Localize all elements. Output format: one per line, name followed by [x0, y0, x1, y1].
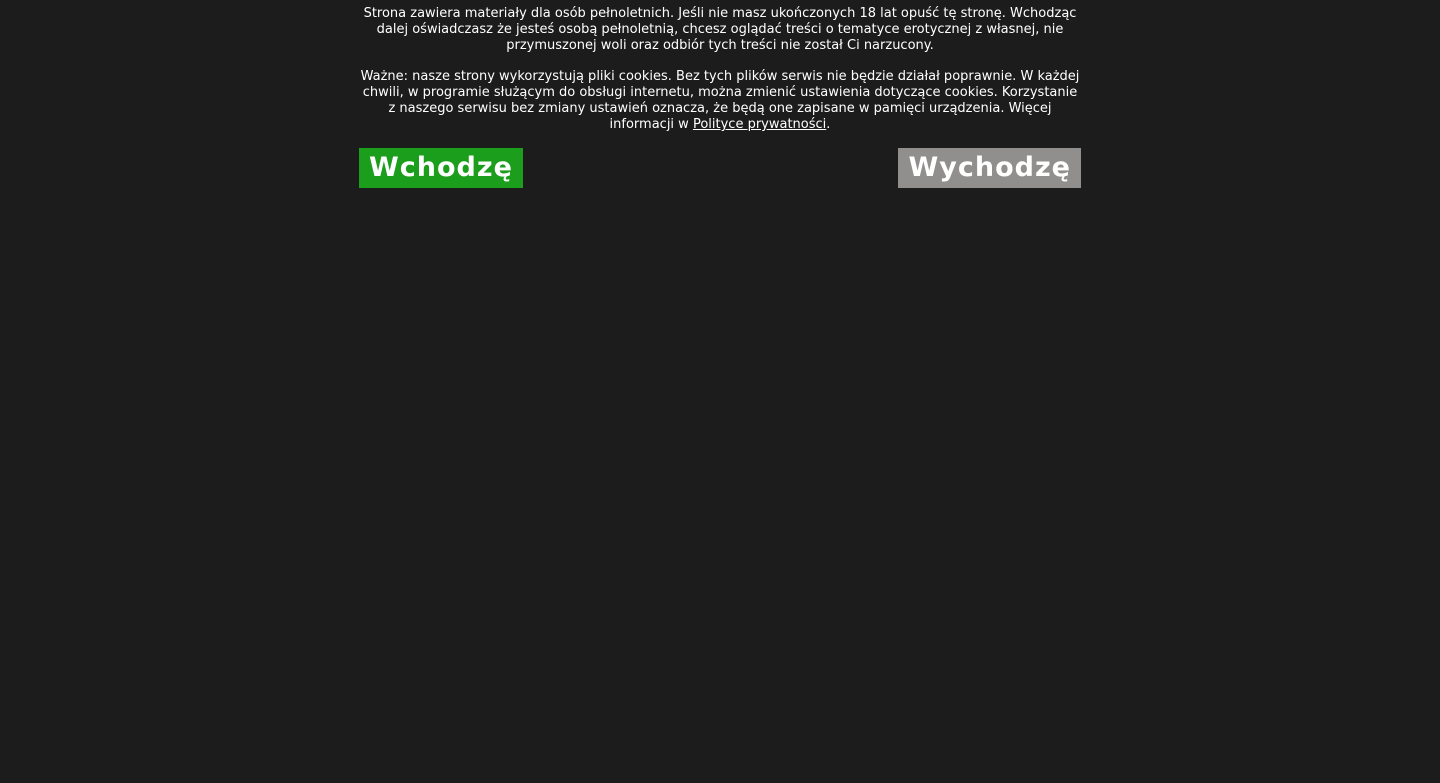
- exit-button[interactable]: Wychodzę: [898, 148, 1081, 188]
- cookies-notice-text: [359, 69, 1081, 133]
- age-gate: [359, 0, 1081, 188]
- cookies-notice-after-link: .: [826, 117, 831, 132]
- age-gate-buttons: [359, 148, 1081, 188]
- enter-button[interactable]: Wchodzę: [359, 148, 523, 188]
- privacy-policy-link[interactable]: Polityce prywatności: [692, 117, 827, 132]
- age-disclaimer-text: Strona zawiera materiały dla osób pełnoletnich. Jeśli nie masz ukończonych 18 lat opuść tę stronę. Wchodząc dalej oświadczasz że jesteś osobą pełnoletnią, chcesz oglądać treści o tematyce erotycznej z własnej, nie przymuszonej woli oraz odbiór tych treści nie został Ci narzucony.: [363, 6, 1077, 53]
- cookies-notice-before-link: Ważne: nasze strony wykorzystują pliki cookies. Bez tych plików serwis nie będzie działał poprawnie. W każdej chwili, w programie służącym do obsługi internetu, można zmienić ustawienia dotyczące cookies. Korzystanie z naszego serwisu bez zmiany ustawień oznacza, że będą one zapisane w pamięci urządzenia. Więcej informacji w: [360, 69, 1080, 132]
